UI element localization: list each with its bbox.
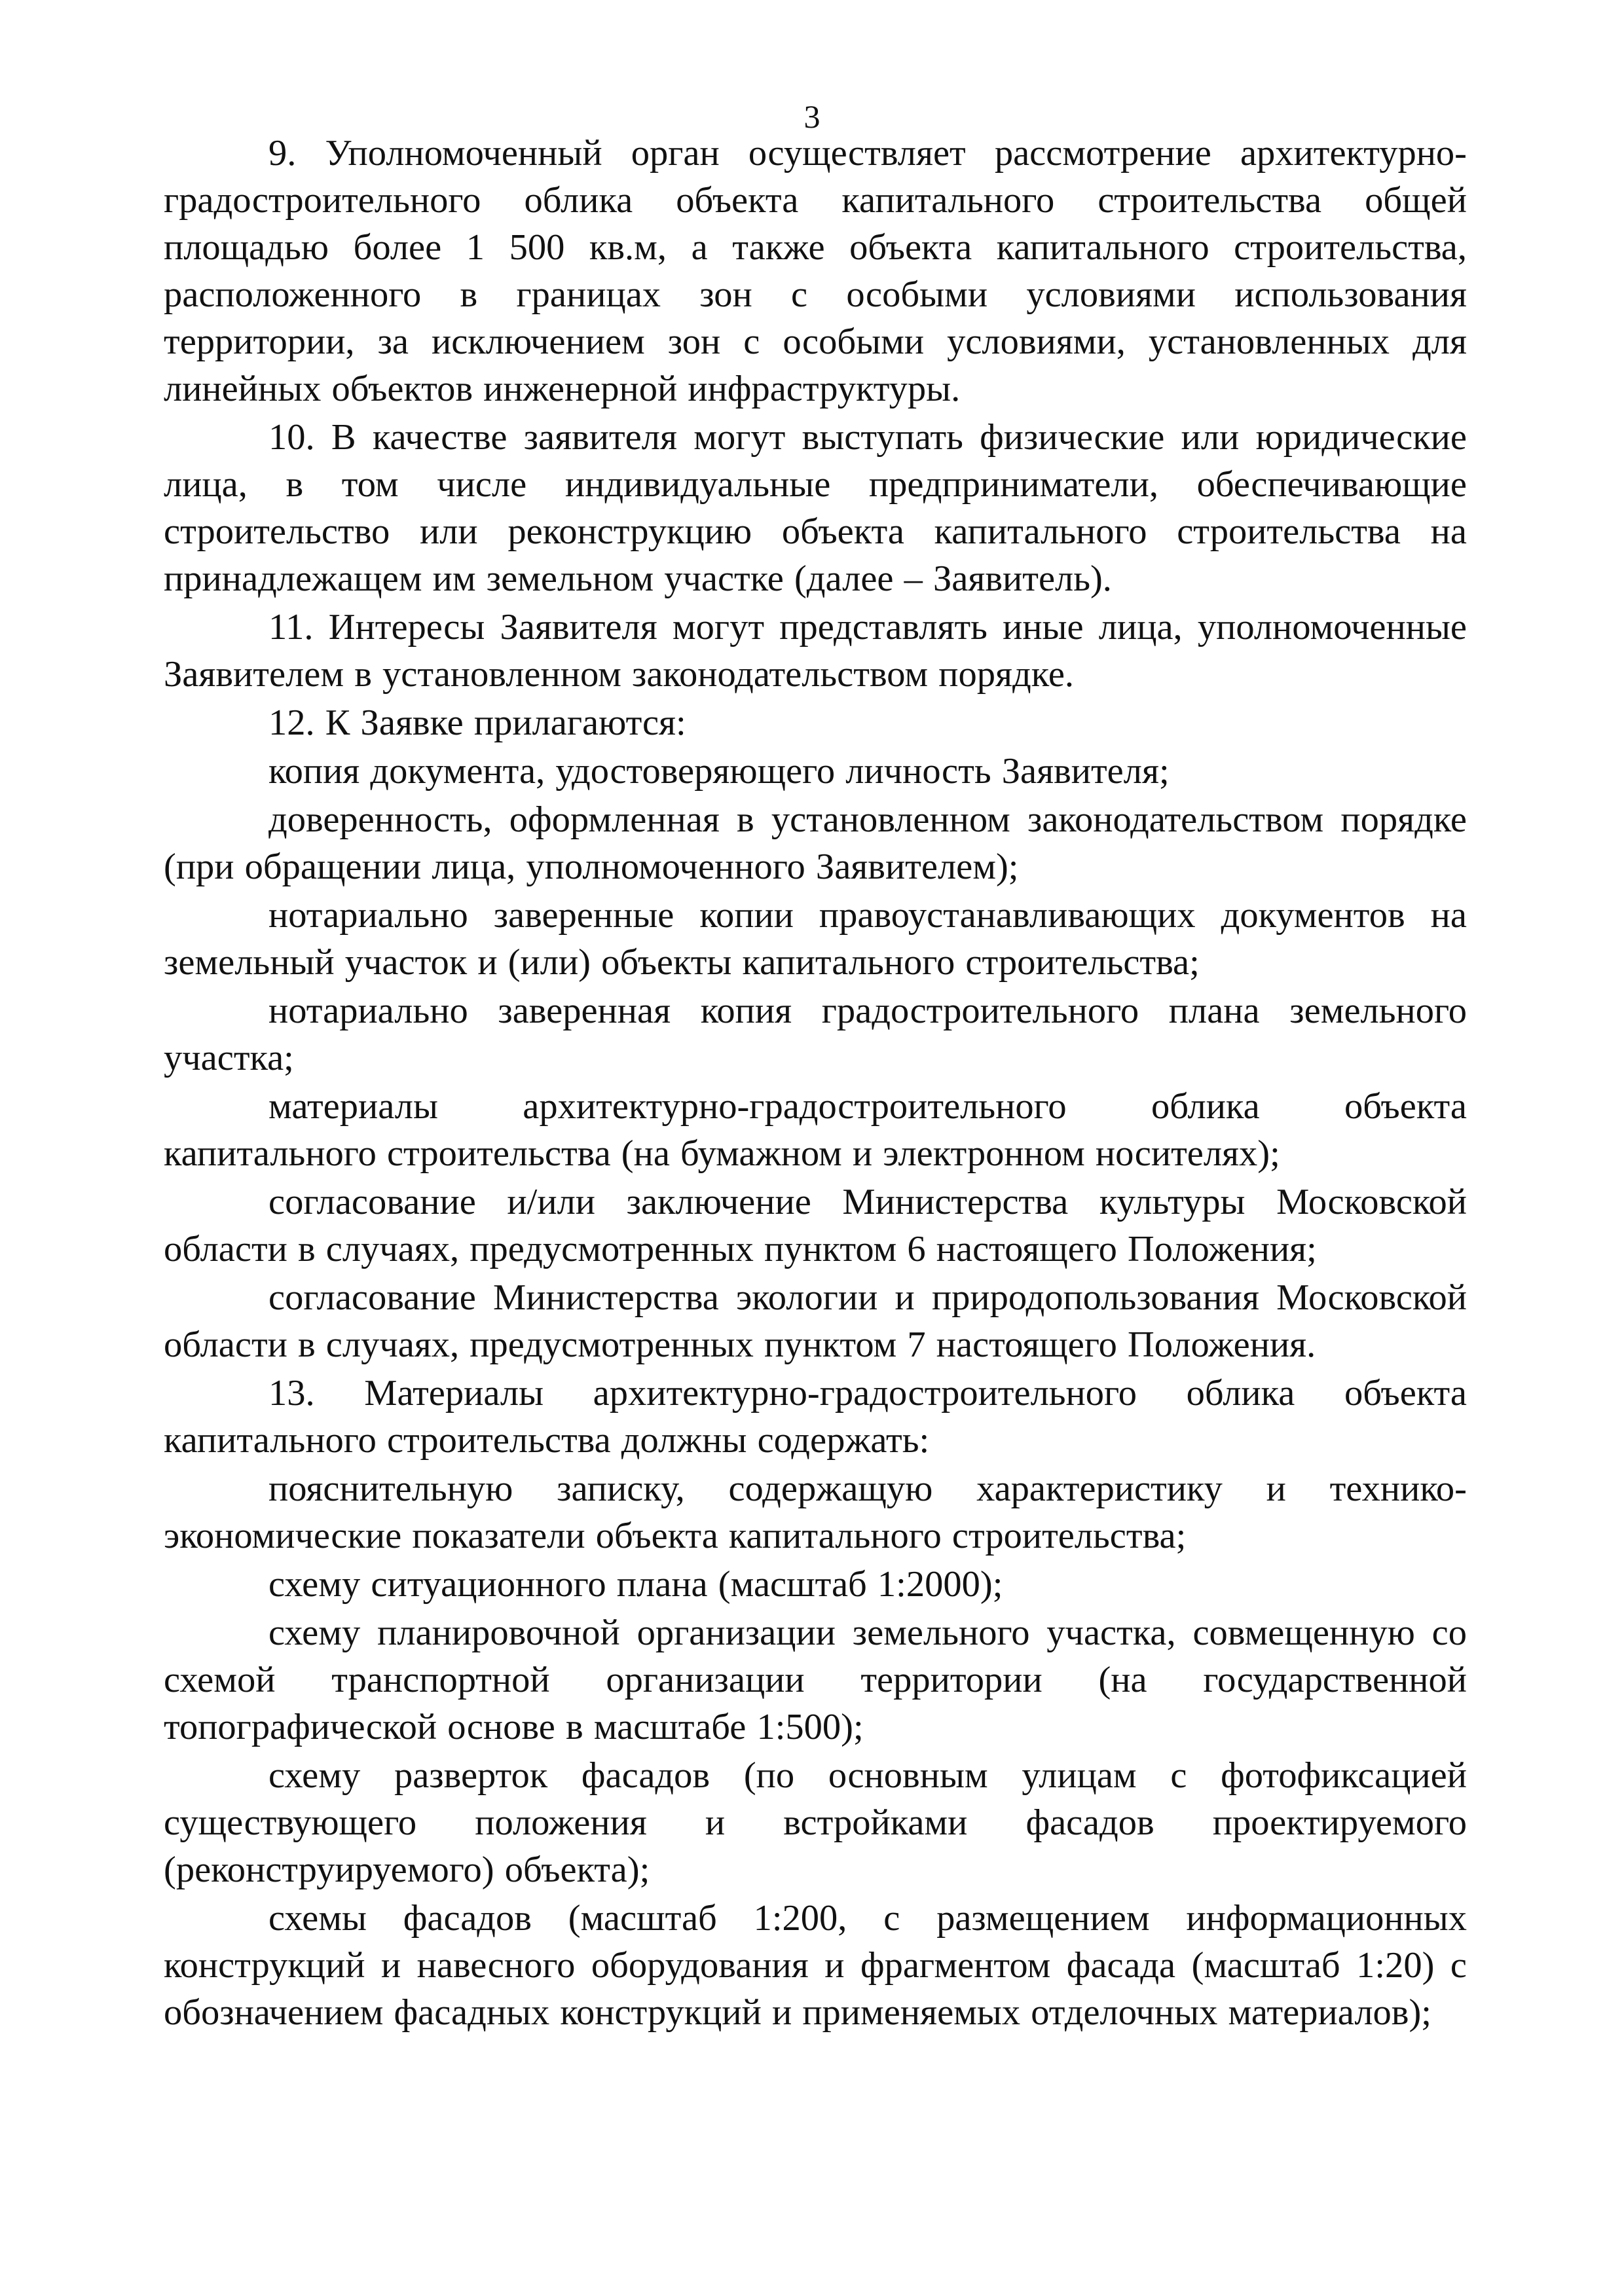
paragraph-13: 13. Материалы архитектурно-градостроительного облика объекта капитального строительства должны содержать:: [164, 1373, 1467, 1461]
list-item-power-of-attorney: доверенность, оформленная в установленном законодательством порядке (при обращении лица, уполномоченного Заявителем);: [164, 799, 1467, 887]
list-item-site-layout-scheme: схему планировочной организации земельного участка, совмещенную со схемой транспортной организации территории (на государственной топографической основе в масштабе 1:500);: [164, 1613, 1467, 1747]
paragraph-9: 9. Уполномоченный орган осуществляет рассмотрение архитектурно-градостроительного облика объекта капитального строительства общей площадью более 1 500 кв.м, а также объекта капитального строительства, расположенного в границах зон с особыми условиями использования территории, за исключением зон с особыми условиями, установленных для линейных объектов инженерной инфраструктуры.: [164, 133, 1467, 409]
paragraph-10: 10. В качестве заявителя могут выступать физические или юридические лица, в том числе индивидуальные предприниматели, обеспечивающие строительство или реконструкцию объекта капитального строительства на принадлежащем им земельном участке (далее – Заявитель).: [164, 417, 1467, 599]
list-item-urban-plan-copy: нотариально заверенная копия градостроительного плана земельного участка;: [164, 991, 1467, 1078]
list-item-identity-document: копия документа, удостоверяющего личность Заявителя;: [268, 751, 1170, 792]
list-item-explanatory-note: пояснительную записку, содержащую характеристику и технико-экономические показатели объекта капитального строительства;: [164, 1468, 1467, 1556]
list-item-appearance-materials: материалы архитектурно-градостроительного облика объекта капитального строительства (на бумажном и электронном носителях);: [164, 1086, 1467, 1174]
list-item-situation-plan: схему ситуационного плана (масштаб 1:2000);: [268, 1564, 1003, 1605]
page-number: 3: [803, 98, 821, 135]
list-item-title-documents: нотариально заверенные копии правоустанавливающих документов на земельный участок и (или) объекты капитального строительства;: [164, 895, 1467, 983]
paragraph-11: 11. Интересы Заявителя могут представлять иные лица, уполномоченные Заявителем в установленном законодательством порядке.: [164, 607, 1467, 695]
list-item-ecology-ministry-approval: согласование Министерства экологии и природопользования Московской области в случаях, предусмотренных пунктом 7 настоящего Положения.: [164, 1277, 1467, 1365]
list-item-facade-schemes: схемы фасадов (масштаб 1:200, с размещением информационных конструкций и навесного оборудования и фрагментом фасада (масштаб 1:20) с обозначением фасадных конструкций и применяемых отделочных материалов);: [164, 1898, 1467, 2033]
list-item-culture-ministry-approval: согласование и/или заключение Министерства культуры Московской области в случаях, предусмотренных пунктом 6 настоящего Положения;: [164, 1182, 1467, 1269]
list-item-facade-developments: схему разверток фасадов (по основным улицам с фотофиксацией существующего положения и встройками фасадов проектируемого (реконструируемого) объекта);: [164, 1755, 1467, 1890]
document-body: [164, 130, 1467, 2037]
paragraph-12: 12. К Заявке прилагаются:: [268, 702, 686, 743]
